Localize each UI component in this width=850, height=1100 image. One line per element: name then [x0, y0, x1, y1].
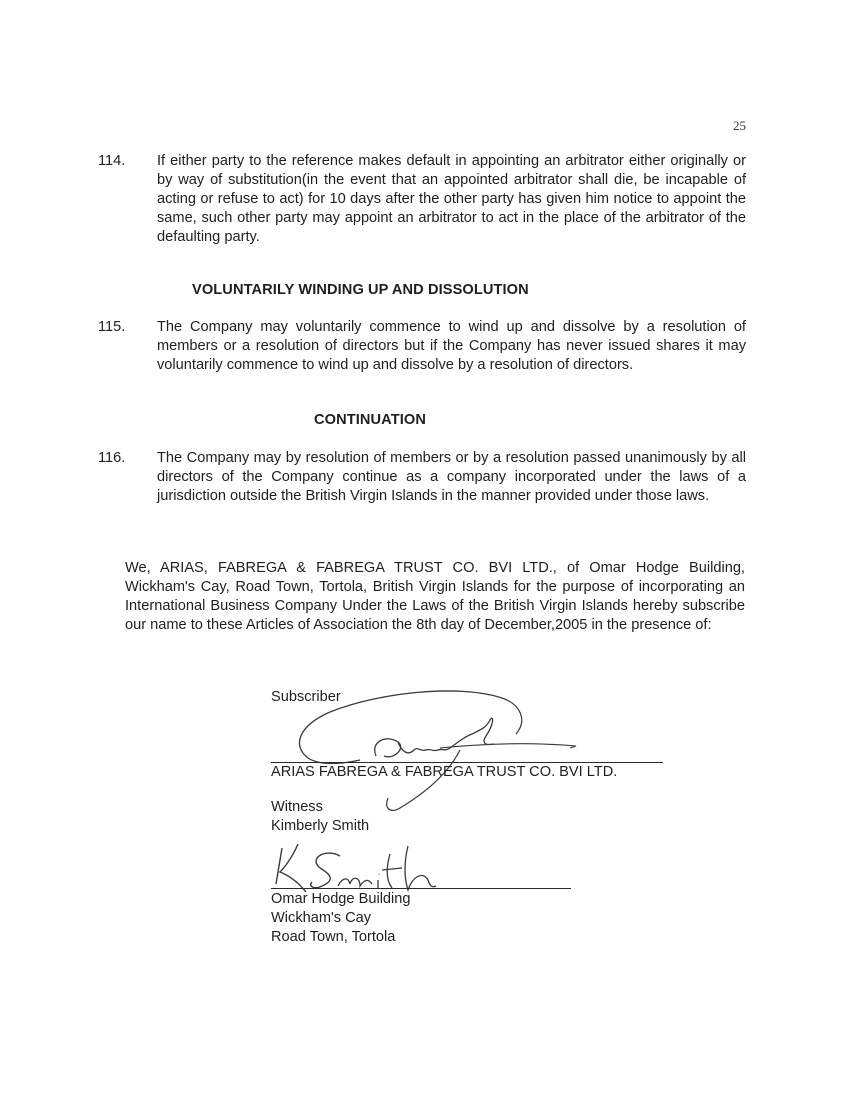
clause-text: If either party to the reference makes default in appointing an arbitrator either originally or by way of substitution(in the event that an appointed arbitrator shall die, be incapable of acting or refuse to act) for 10 days after the other party has given him notice to appoint the same, such other party may appoint an arbitrator to act in the place of the arbitrator of the defaulting party.	[157, 153, 746, 245]
clause-number: 115.	[98, 319, 126, 335]
section-heading-continuation: CONTINUATION	[314, 412, 426, 428]
witness-signature-line	[271, 888, 571, 889]
witness-name: Kimberly Smith	[271, 818, 370, 834]
subscriber-name: ARIAS FABREGA & FABREGA TRUST CO. BVI LTD.	[271, 764, 618, 780]
clause-116	[98, 449, 748, 506]
section-heading-winding-up: VOLUNTARILY WINDING UP AND DISSOLUTION	[192, 282, 529, 298]
clause-text: The Company may by resolution of members or by a resolution passed unanimously by all directors of the Company continue as a company incorporated under the laws of a jurisdiction outside the British Virgin Islands in the manner provided under those laws.	[157, 450, 746, 504]
subscriber-label: Subscriber	[271, 689, 341, 705]
subscriber-signature	[290, 690, 630, 830]
subscription-paragraph: We, ARIAS, FABREGA & FABREGA TRUST CO. BVI LTD., of Omar Hodge Building, Wickham's Cay, Road Town, Tortola, British Virgin Islands for the purpose of incorporating an International Business Company Under the Laws of the British Virgin Islands hereby subscribe our name to these Articles of Association the 8th day of December,2005 in the presence of:	[125, 560, 745, 633]
clause-115	[98, 318, 748, 375]
clause-number: 116.	[98, 450, 126, 466]
clause-114	[98, 152, 748, 247]
clause-number: 114.	[98, 153, 126, 169]
clause-text: The Company may voluntarily commence to wind up and dissolve by a resolution of members or a resolution of directors but if the Company has never issued shares it may voluntarily commence to wind up and dissolve by a resolution of directors.	[157, 319, 746, 373]
witness-label: Witness	[271, 799, 323, 815]
witness-address-line-1: Omar Hodge Building	[271, 891, 411, 907]
witness-address-line-2: Wickham's Cay	[271, 910, 372, 926]
witness-address-line-3: Road Town, Tortola	[271, 929, 396, 945]
page-number: 25	[733, 118, 746, 133]
